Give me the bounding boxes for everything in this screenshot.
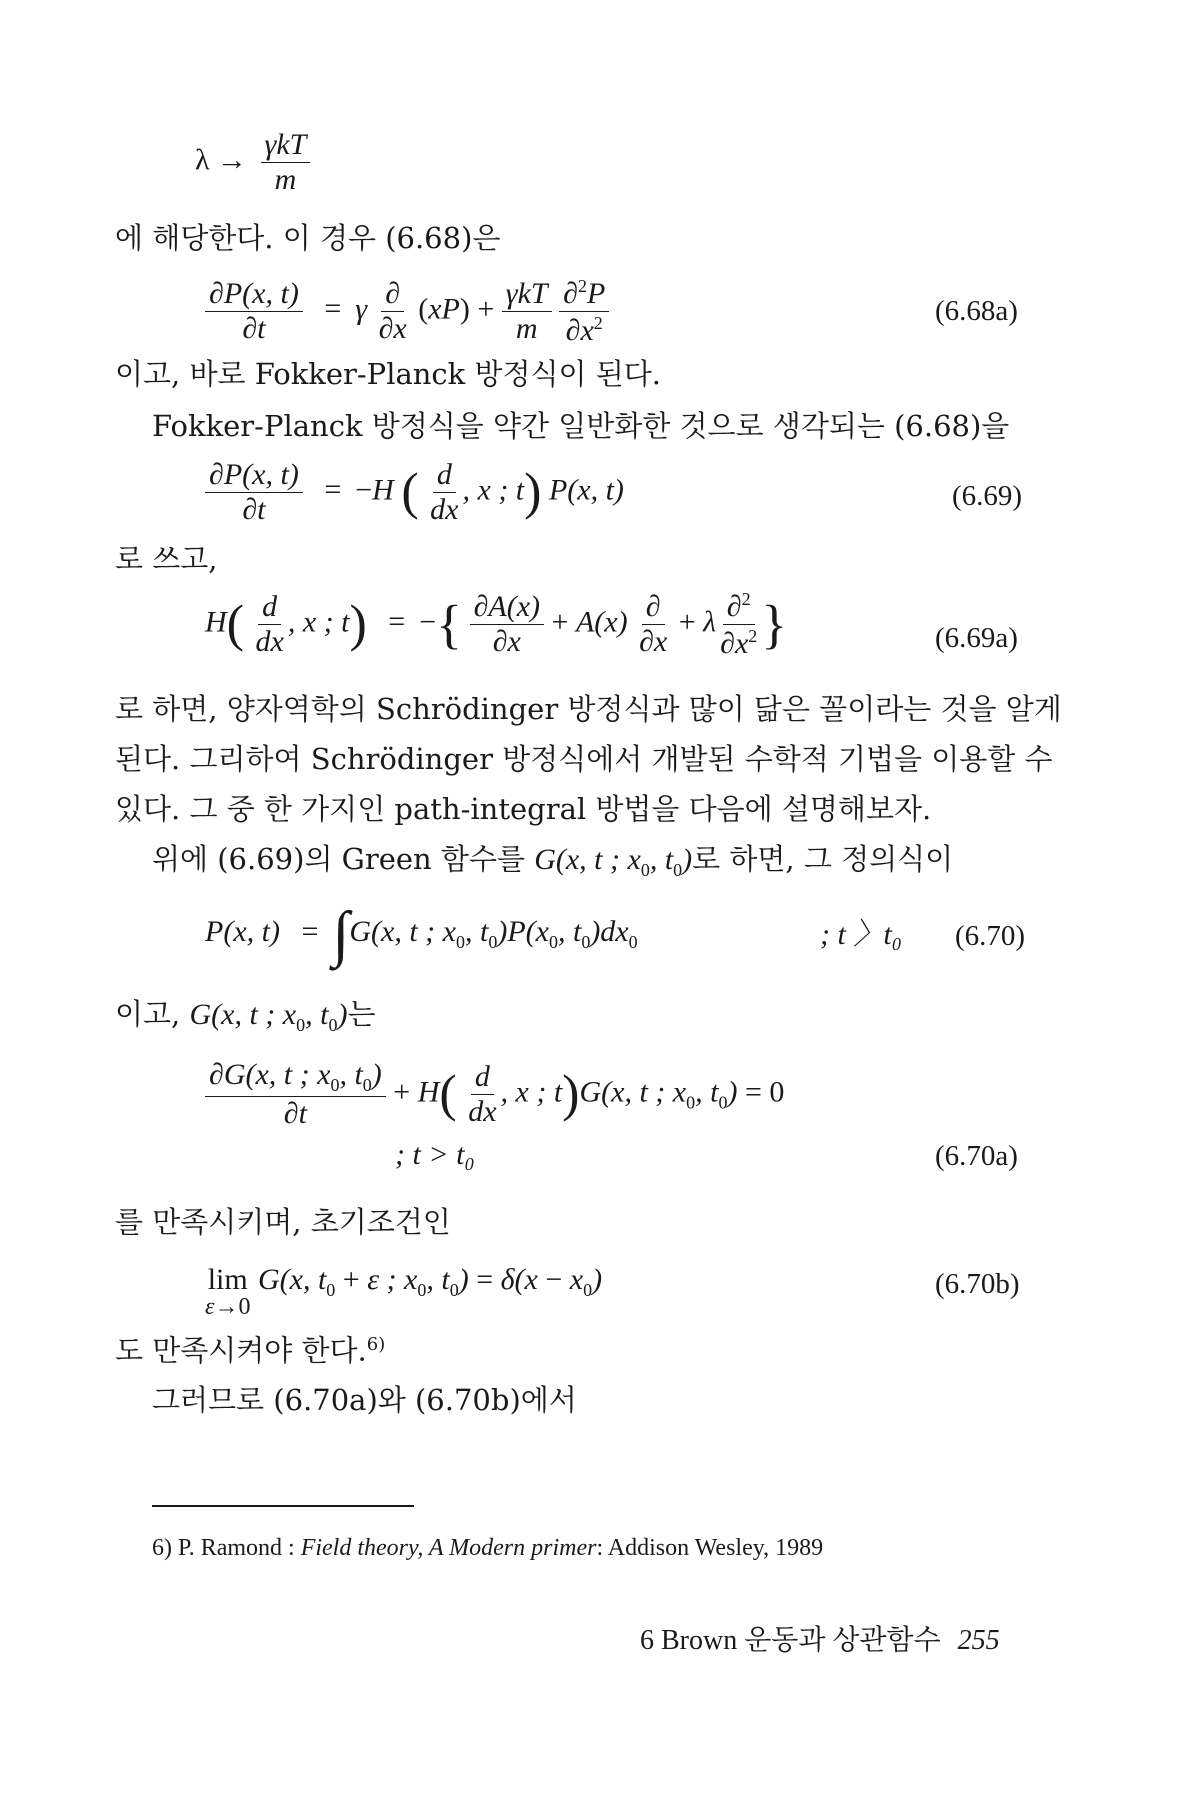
equation-label-6-70a: (6.70a) xyxy=(935,1140,1018,1172)
equation-label-6-68a: (6.68a) xyxy=(935,295,1018,327)
equation-label-6-69: (6.69) xyxy=(952,480,1023,512)
paragraph-3: Fokker-Planck 방정식을 약간 일반화한 것으로 생각되는 (6.68)을 xyxy=(152,409,1010,443)
paragraph-8: 를 만족시키며, 초기조건인 xyxy=(115,1205,451,1239)
paragraph-5c: 있다. 그 중 한 가지인 path-integral 방법을 다음에 설명해보자. xyxy=(115,792,932,826)
equation-6-69: $\frac{\partial P(x, t)}{\partial t}$ = −H ( $\frac{d}{dx}$ , x ; t) P(x, t) xyxy=(205,460,624,525)
equation-6-68a: $\frac{\partial P(x, t)}{\partial t}$ = γ $\frac{\partial}{\partial x}$ (xP) + $\frac{\text{γkT}}{m}$ $\frac{\partial^2P}{\partial x^2}$ xyxy=(205,277,609,346)
paragraph-9: 도 만족시켜야 한다.$^{6)}$ xyxy=(115,1333,386,1368)
paragraph-7: 이고, G(x, t ; $x_0$, $t_0$)는 xyxy=(115,997,376,1035)
equation-lambda-limit: λ → $\frac{\text{γkT}}{m}$ xyxy=(195,130,310,195)
running-footer: 6 Brown 운동과 상관함수 255 xyxy=(640,1625,1000,1656)
equation-label-6-70: (6.70) xyxy=(955,920,1026,952)
equation-condition-6-70: ; t 〉t₀ xyxy=(820,918,903,951)
equation-6-70a: $\frac{\partial G(x, t ; x_0, t_0)}{\partial t}$ + H( $\frac{d}{dx}$ , x ; t)G(x, t ; $x_0$, $t_0) = 0$ xyxy=(205,1060,784,1129)
paragraph-4: 로 쓰고, xyxy=(115,542,218,576)
paragraph-1: 에 해당한다. 이 경우 (6.68)은 xyxy=(115,221,501,255)
paragraph-2: 이고, 바로 Fokker-Planck 방정식이 된다. xyxy=(115,357,661,391)
footnote-rule xyxy=(152,1505,414,1507)
footnote: 6) P. Ramond : Field theory, A Modern primer: Addison Wesley, 1989 xyxy=(152,1535,824,1561)
equation-label-6-70b: (6.70b) xyxy=(935,1268,1020,1300)
equation-6-70b: lim ε→0 G(x, $t_0 + \varepsilon$ ; $x_0$, $t_0) = \delta(x - x_0)$ xyxy=(205,1263,603,1320)
equation-condition-6-70a: ; t > t₀ xyxy=(395,1138,475,1171)
equation-6-70: P(x, t) = ∫G(x, t ; $x_0$, $t_0)P(x_0$, $t_0)dx_0$ xyxy=(205,900,638,968)
paragraph-5a: 로 하면, 양자역학의 Schrödinger 방정식과 많이 닮은 꼴이라는 것을 알게 xyxy=(115,692,1062,726)
paragraph-10: 그러므로 (6.70a)와 (6.70b)에서 xyxy=(152,1383,577,1417)
paragraph-6: 위에 (6.69)의 Green 함수를 G(x, t ; $x_0$, $t_0$)로 하면, 그 정의식이 xyxy=(152,842,954,880)
equation-label-6-69a: (6.69a) xyxy=(935,622,1018,654)
footnote-ref: 6) xyxy=(366,1334,386,1355)
equation-6-69a: H( $\frac{d}{dx}$ , x ; t) = −{ $\frac{\partial A(x)}{\partial x}$ + A(x) $\frac{\partial}{\partial x}$ + λ $\frac{\partial^2}{\partial x^2}$ } xyxy=(205,589,788,660)
page-number: 255 xyxy=(957,1625,1000,1656)
paragraph-5b: 된다. 그리하여 Schrödinger 방정식에서 개발된 수학적 기법을 이용할 수 xyxy=(115,742,1053,776)
